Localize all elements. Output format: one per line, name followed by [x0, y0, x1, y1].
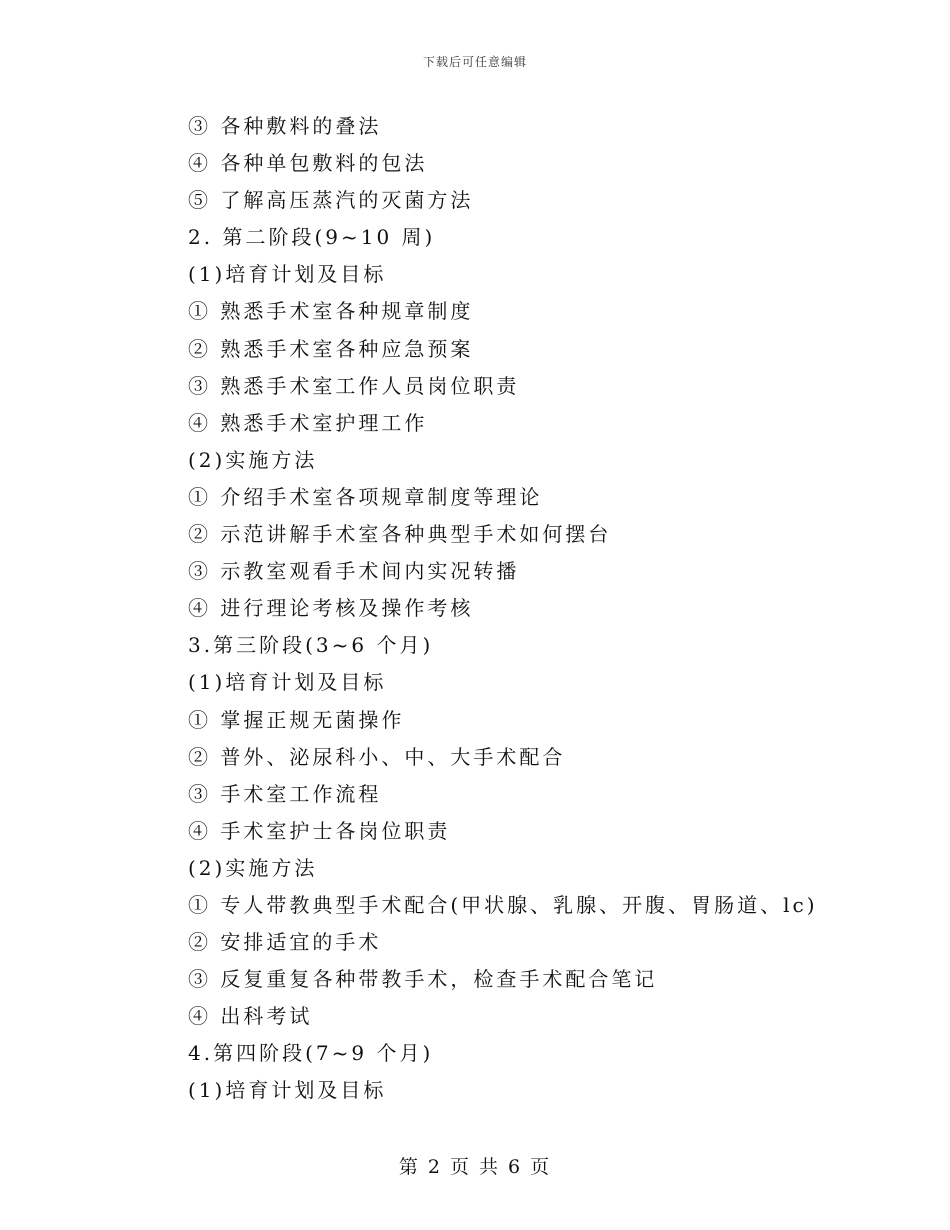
section-heading: 2. 第二阶段(9~10 周) — [188, 225, 436, 250]
text-line: ④ 各种单包敷料的包法 — [188, 151, 428, 176]
text-line: ② 普外、泌尿科小、中、大手术配合 — [188, 744, 566, 769]
subsection-heading: (1)培育计划及目标 — [188, 670, 387, 695]
text-line: ④ 进行理论考核及操作考核 — [188, 596, 474, 621]
text-line: ③ 反复重复各种带教手术，检查手术配合笔记 — [188, 967, 658, 992]
subsection-heading: (2)实施方法 — [188, 855, 318, 880]
text-line: ③ 熟悉手术室工作人员岗位职责 — [188, 373, 520, 398]
page-footer — [0, 1152, 950, 1179]
footer-total-word: 共 — [479, 1156, 501, 1178]
text-line: ④ 熟悉手术室护理工作 — [188, 410, 428, 435]
text-line: ① 介绍手术室各项规章制度等理论 — [188, 484, 543, 509]
document-body — [188, 108, 828, 1110]
footer-prefix: 第 — [398, 1156, 420, 1178]
subsection-heading: (1)培育计划及目标 — [188, 262, 387, 287]
subsection-heading: (1)培育计划及目标 — [188, 1078, 387, 1103]
footer-page-word: 页 — [449, 1156, 471, 1178]
page-header: 下载后可任意编辑 — [422, 55, 527, 69]
text-line: ① 熟悉手术室各种规章制度 — [188, 299, 474, 324]
text-line: ④ 手术室护士各岗位职责 — [188, 818, 451, 843]
section-heading: 3.第三阶段(3~6 个月) — [188, 633, 434, 658]
subsection-heading: (2)实施方法 — [188, 447, 318, 472]
text-line: ② 熟悉手术室各种应急预案 — [188, 336, 474, 361]
section-heading: 4.第四阶段(7~9 个月) — [188, 1041, 434, 1066]
footer-suffix: 页 — [530, 1156, 552, 1178]
text-line: ① 专人带教典型手术配合(甲状腺、乳腺、开腹、胃肠道、lc) — [188, 892, 818, 917]
text-line: ③ 手术室工作流程 — [188, 781, 382, 806]
page-number: 2 — [427, 1156, 442, 1178]
total-pages: 6 — [508, 1156, 523, 1178]
text-line: ④ 出科考试 — [188, 1004, 313, 1029]
text-line: ② 安排适宜的手术 — [188, 930, 382, 955]
text-line: ② 示范讲解手术室各种典型手术如何摆台 — [188, 522, 612, 547]
text-line: ① 掌握正规无菌操作 — [188, 707, 405, 732]
text-line: ③ 示教室观看手术间内实况转播 — [188, 559, 520, 584]
text-line: ③ 各种敷料的叠法 — [188, 114, 382, 138]
text-line: ⑤ 了解高压蒸汽的灭菌方法 — [188, 188, 474, 213]
